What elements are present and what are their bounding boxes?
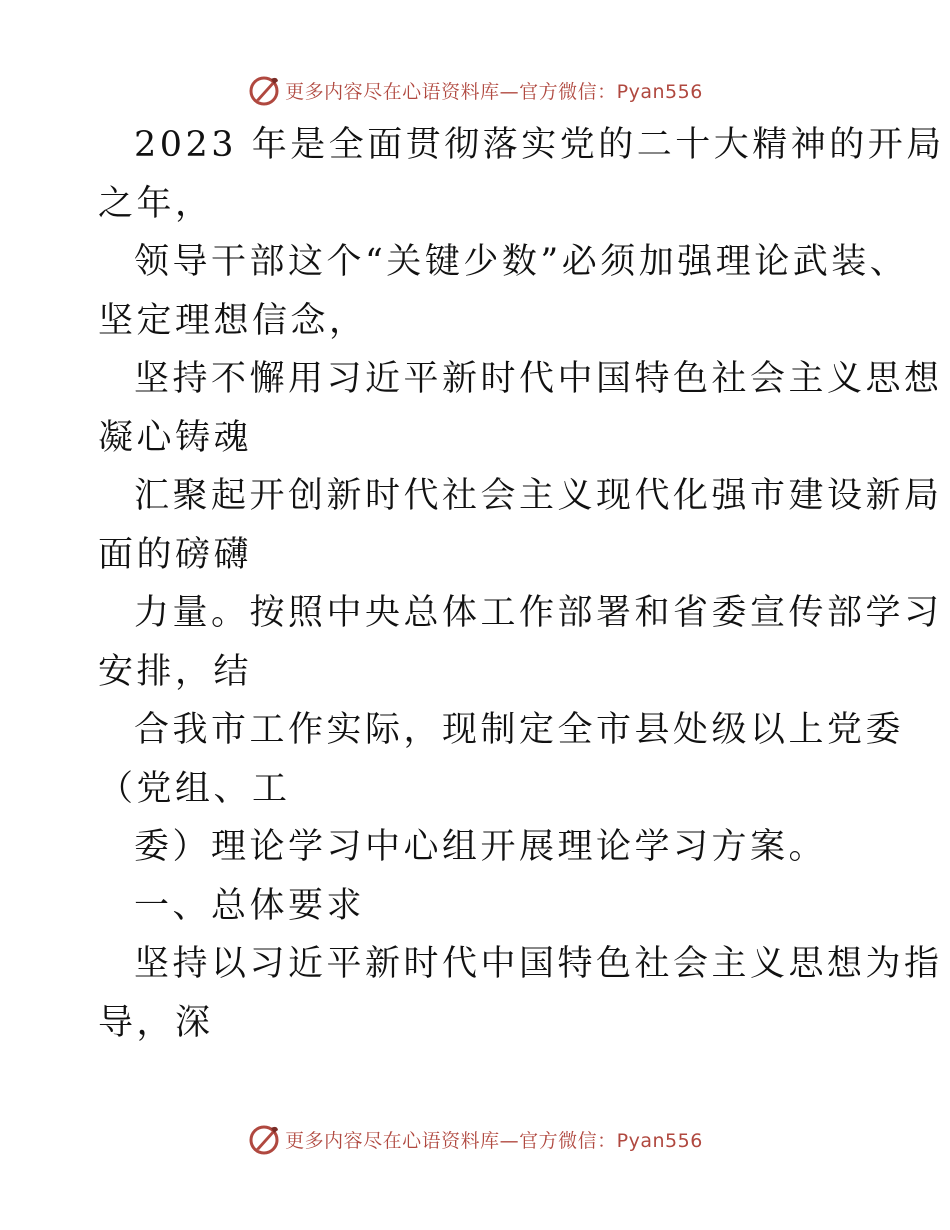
paragraph-line: 凝心铸魂 <box>98 417 253 458</box>
paragraph-line: 力量。按照中央总体工作部署和省委宣传部学习 <box>134 593 943 633</box>
watermark-text: 更多内容尽在心语资料库—官方微信：Pyan556 <box>285 80 703 103</box>
paragraph-line: 领导干部这个“关键少数”必须加强理论武装、 <box>134 242 909 282</box>
quill-pen-logo-icon <box>247 73 281 107</box>
watermark-text: 更多内容尽在心语资料库—官方微信：Pyan556 <box>285 1129 703 1152</box>
paragraph-line: 之年， <box>98 183 214 224</box>
paragraph-line: 面的磅礴 <box>98 534 253 575</box>
paragraph-line: 坚定理想信念， <box>98 300 368 341</box>
section-heading: 一、总体要求 <box>134 885 366 926</box>
paragraph-line: 汇聚起开创新时代社会主义现代化强市建设新局 <box>134 476 943 516</box>
paragraph-line: 2023 年是全面贯彻落实党的二十大精神的开局 <box>134 125 945 165</box>
paragraph-line: 合我市工作实际，现制定全市县处级以上党委 <box>134 710 905 750</box>
paragraph-line: 坚持不懈用习近平新时代中国特色社会主义思想 <box>134 359 943 399</box>
paragraph-line: 坚持以习近平新时代中国特色社会主义思想为指 <box>134 944 943 984</box>
paragraph-line: （党组、工 <box>98 768 291 809</box>
document-body <box>98 116 945 1052</box>
paragraph-line: 安排，结 <box>98 651 253 692</box>
header-watermark <box>0 70 950 110</box>
paragraph-line: 导，深 <box>98 1002 214 1043</box>
quill-pen-logo-icon <box>247 1122 281 1156</box>
paragraph-line: 委）理论学习中心组开展理论学习方案。 <box>134 827 828 867</box>
footer-watermark <box>0 1119 950 1159</box>
